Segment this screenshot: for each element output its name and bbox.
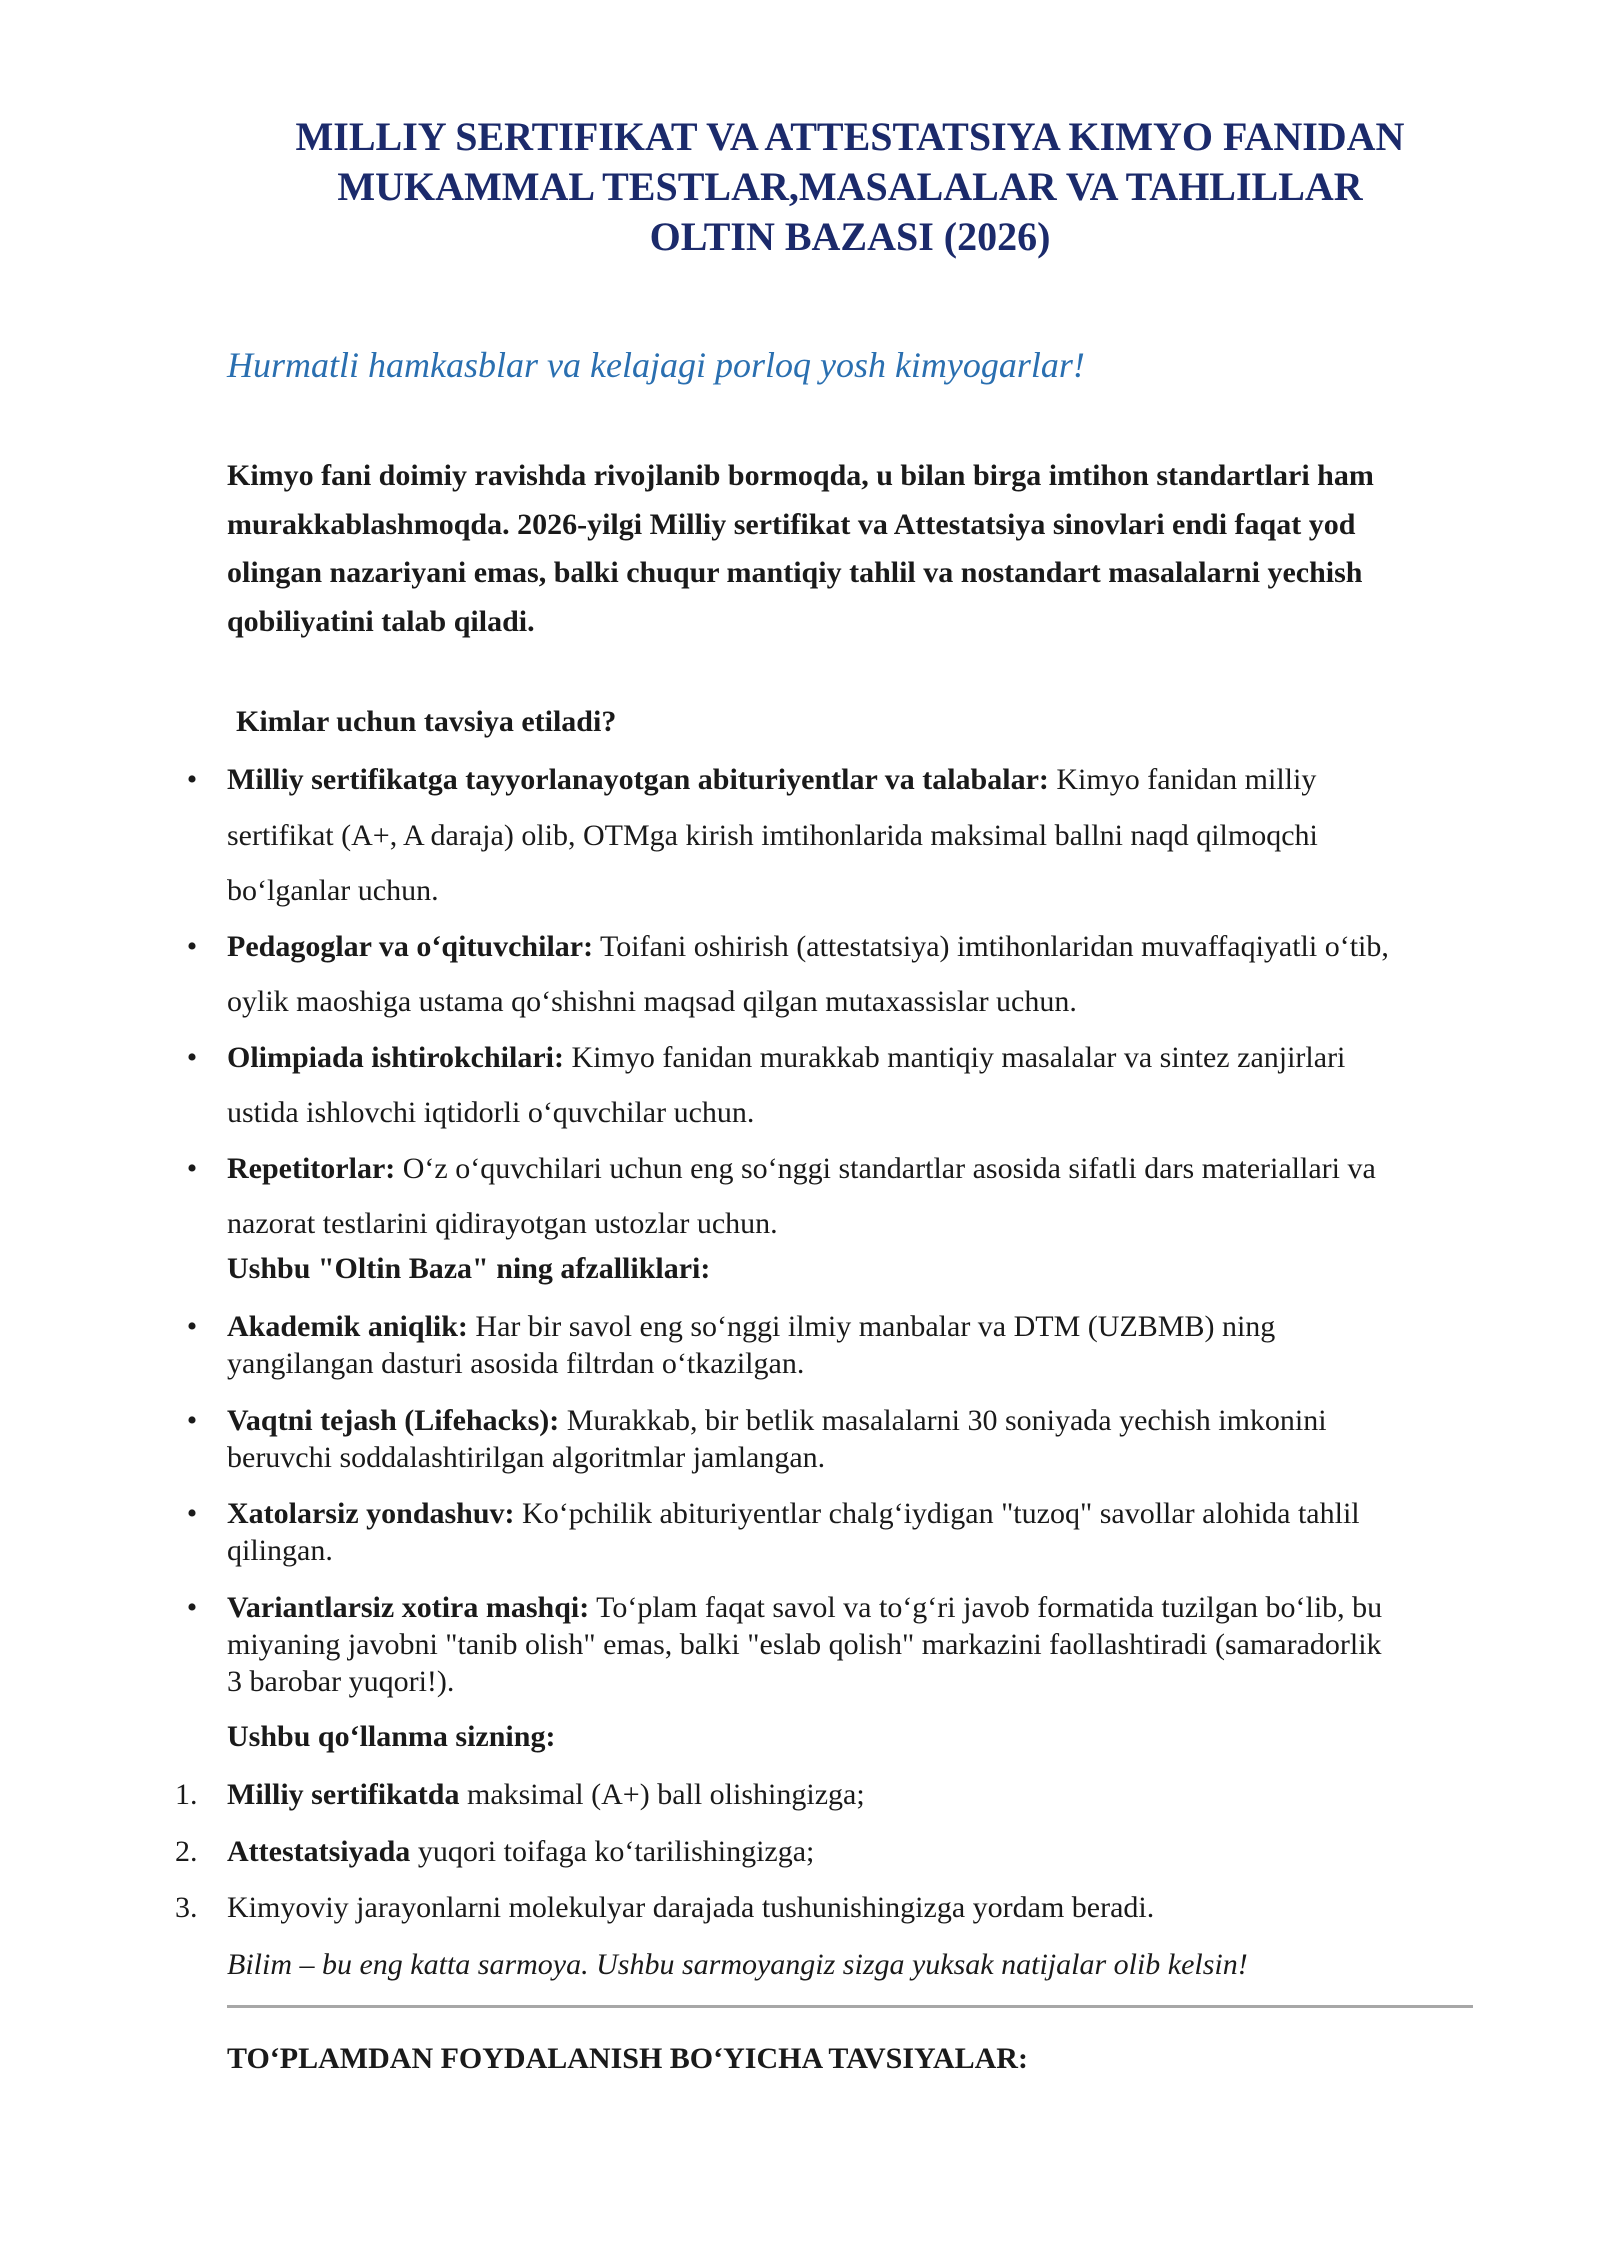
title-line-1: MILLIY SERTIFIKAT VA ATTESTATSIYA KIMYO FANIDAN (295, 114, 1405, 159)
manual-list (175, 1767, 1507, 1937)
intro-line: Kimyo fani doimiy ravishda rivojlanib bormoqda, u bilan birga imtihon standartlari ham (227, 459, 1374, 492)
list-item (175, 1824, 1507, 1881)
item-text: oylik maoshiga ustama qo‘shishni maqsad qilgan mutaxassislar uchun. (227, 985, 1077, 1018)
title-line-3: OLTIN BAZASI (2026) (649, 214, 1051, 259)
item-text: To‘plam faqat savol va to‘g‘ri javob formatida tuzilgan bo‘lib, bu (589, 1590, 1383, 1624)
list-item (186, 1030, 1507, 1141)
closing-line: Bilim – bu eng katta sarmoya. Ushbu sarmoyangiz sizga yuksak natijalar olib kelsin! (227, 1948, 1248, 1981)
item-text: beruvchi soddalashtirilgan algoritmlar jamlangan. (227, 1440, 826, 1474)
title-line-2: MUKAMMAL TESTLAR,MASALALAR VA TAHLILLAR (337, 164, 1363, 209)
bullet-icon: • (186, 1590, 198, 1624)
list-item (186, 1495, 1507, 1569)
bullet-icon: • (186, 1151, 198, 1185)
item-number: 1. (175, 1778, 198, 1811)
bullet-icon: • (186, 1040, 198, 1074)
item-title: Variantlarsiz xotira mashqi: (227, 1590, 590, 1624)
item-title: Repetitorlar: (227, 1151, 396, 1185)
item-text: Kimyoviy jarayonlarni molekulyar darajada tushunishingizga yordam beradi. (227, 1891, 1155, 1924)
intro-line: qobiliyatini talab qiladi. (227, 604, 535, 638)
advantages-heading: Ushbu "Oltin Baza" ning afzalliklari: (227, 1252, 711, 1285)
who-list (186, 752, 1507, 1252)
item-text: sertifikat (A+, A daraja) olib, OTMga kirish imtihonlarida maksimal ballni naqd qilmoqchi (227, 818, 1318, 852)
list-item (186, 919, 1507, 1030)
item-text: Kimyo fanidan milliy (1048, 763, 1317, 796)
greeting: Hurmatli hamkasblar va kelajagi porloq yosh kimyogarlar! (227, 345, 1085, 385)
item-text: Toifani oshirish (attestatsiya) imtihonlaridan muvaffaqiyatli o‘tib, (593, 929, 1389, 963)
item-title: Olimpiada ishtirokchilari: (227, 1040, 564, 1074)
item-text: miyaning javobni "tanib olish" emas, balki "eslab qolish" markazini faollashtiradi (samaradorlik (227, 1627, 1382, 1661)
intro-line: olingan nazariyani emas, balki chuqur mantiqiy tahlil va nostandart masalalarni yechish (227, 556, 1363, 589)
item-text: qilingan. (227, 1534, 333, 1567)
horizontal-rule (227, 2005, 1473, 2008)
item-text: Ko‘pchilik abituriyentlar chalg‘iydigan "tuzoq" savollar alohida tahlil (514, 1497, 1360, 1530)
recommendations-heading: TO‘PLAMDAN FOYDALANISH BO‘YICHA TAVSIYALAR: (227, 2042, 1028, 2075)
who-heading: Kimlar uchun tavsiya etiladi? (236, 705, 617, 738)
item-text: bo‘lganlar uchun. (227, 874, 439, 907)
item-text: ustida ishlovchi iqtidorli o‘quvchilar uchun. (227, 1096, 755, 1129)
item-text: 3 barobar yuqori!). (227, 1664, 455, 1698)
intro-paragraph (227, 452, 1477, 646)
bullet-icon: • (186, 1403, 198, 1437)
item-title: Milliy sertifikatda (227, 1778, 460, 1811)
list-item (186, 1141, 1507, 1252)
manual-heading: Ushbu qo‘llanma sizning: (227, 1720, 556, 1753)
item-title: Milliy sertifikatga tayyorlanayotgan abituriyentlar va talabalar: (227, 763, 1049, 796)
bullet-icon: • (186, 763, 198, 796)
bullet-icon: • (186, 929, 198, 963)
bullet-icon: • (186, 1310, 198, 1343)
item-text: Kimyo fanidan murakkab mantiqiy masalalar va sintez zanjirlari (564, 1040, 1346, 1074)
intro-line: murakkablashmoqda. 2026-yilgi Milliy sertifikat va Attestatsiya sinovlari endi faqat yod (227, 507, 1356, 541)
item-title: Akademik aniqlik: (227, 1310, 468, 1343)
list-item (186, 1589, 1507, 1700)
list-item (186, 1308, 1507, 1382)
item-text: maksimal (A+) ball olishingizga; (459, 1778, 865, 1811)
item-text: yuqori toifaga ko‘tarilishingizga; (410, 1834, 815, 1868)
item-text: nazorat testlarini qidirayotgan ustozlar uchun. (227, 1207, 778, 1240)
item-title: Vaqtni tejash (Lifehacks): (227, 1403, 560, 1437)
item-number: 2. (175, 1834, 198, 1868)
advantages-list (186, 1308, 1507, 1719)
item-text: Murakkab, bir betlik masalalarni 30 soniyada yechish imkonini (559, 1403, 1327, 1437)
list-item (175, 1767, 1507, 1824)
list-item (186, 752, 1507, 919)
item-title: Xatolarsiz yondashuv: (227, 1497, 515, 1530)
item-number: 3. (175, 1891, 198, 1924)
bullet-icon: • (186, 1497, 198, 1530)
document-title (200, 112, 1500, 262)
item-title: Pedagoglar va o‘qituvchilar: (227, 929, 594, 963)
item-title: Attestatsiyada (227, 1834, 411, 1868)
list-item (175, 1880, 1507, 1937)
item-text: yangilangan dasturi asosida filtrdan o‘tkazilgan. (227, 1347, 805, 1380)
item-text: O‘z o‘quvchilari uchun eng so‘nggi standartlar asosida sifatli dars materiallari va (395, 1151, 1376, 1185)
item-text: Har bir savol eng so‘nggi ilmiy manbalar va DTM (UZBMB) ning (467, 1310, 1276, 1343)
list-item (186, 1402, 1507, 1476)
